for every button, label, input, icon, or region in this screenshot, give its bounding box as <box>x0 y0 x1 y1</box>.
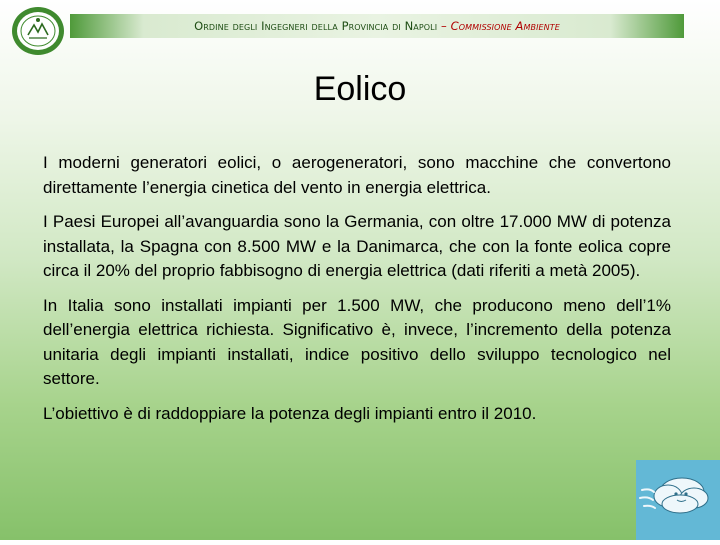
paragraph-intro: I moderni generatori eolici, o aerogeneratori, sono macchine che convertono direttamente l’energia cinetica del vento in energia elettrica. <box>43 153 671 197</box>
paragraph-europe: I Paesi Europei all’avanguardia sono la Germania, con oltre 17.000 MW di potenza installata, la Spagna con 8.500 MW e la Danimarca, che con la fonte eolica copre circa il 20% del proprio fabbisogno di energia elettrica (dati riferiti a metà 2005). <box>43 212 671 280</box>
paragraph-goal: L’obiettivo è di raddoppiare la potenza degli impianti entro il 2010. <box>43 403 537 423</box>
header-title <box>194 19 560 33</box>
wind-cloud-icon <box>636 460 720 540</box>
slide-title: Eolico <box>313 70 407 108</box>
paragraph-italy: In Italia sono installati impianti per 1.500 MW, che producono meno dell’1% dell’energia elettrica richiesta. Significativo è, invece, l’incremento della potenza unitaria degli impianti installati, indice positivo dello sviluppo tecnologico nel settore. <box>43 295 671 388</box>
wind-cloud-box <box>636 460 720 540</box>
order-seal-logo <box>10 5 66 57</box>
org-name: Ordine degli Ingegneri della Provincia di Napoli <box>194 19 438 33</box>
commission-name: Commissione Ambiente <box>450 19 560 33</box>
header-separator: – <box>440 19 447 33</box>
header-band <box>70 14 684 38</box>
slide-body <box>43 151 671 436</box>
